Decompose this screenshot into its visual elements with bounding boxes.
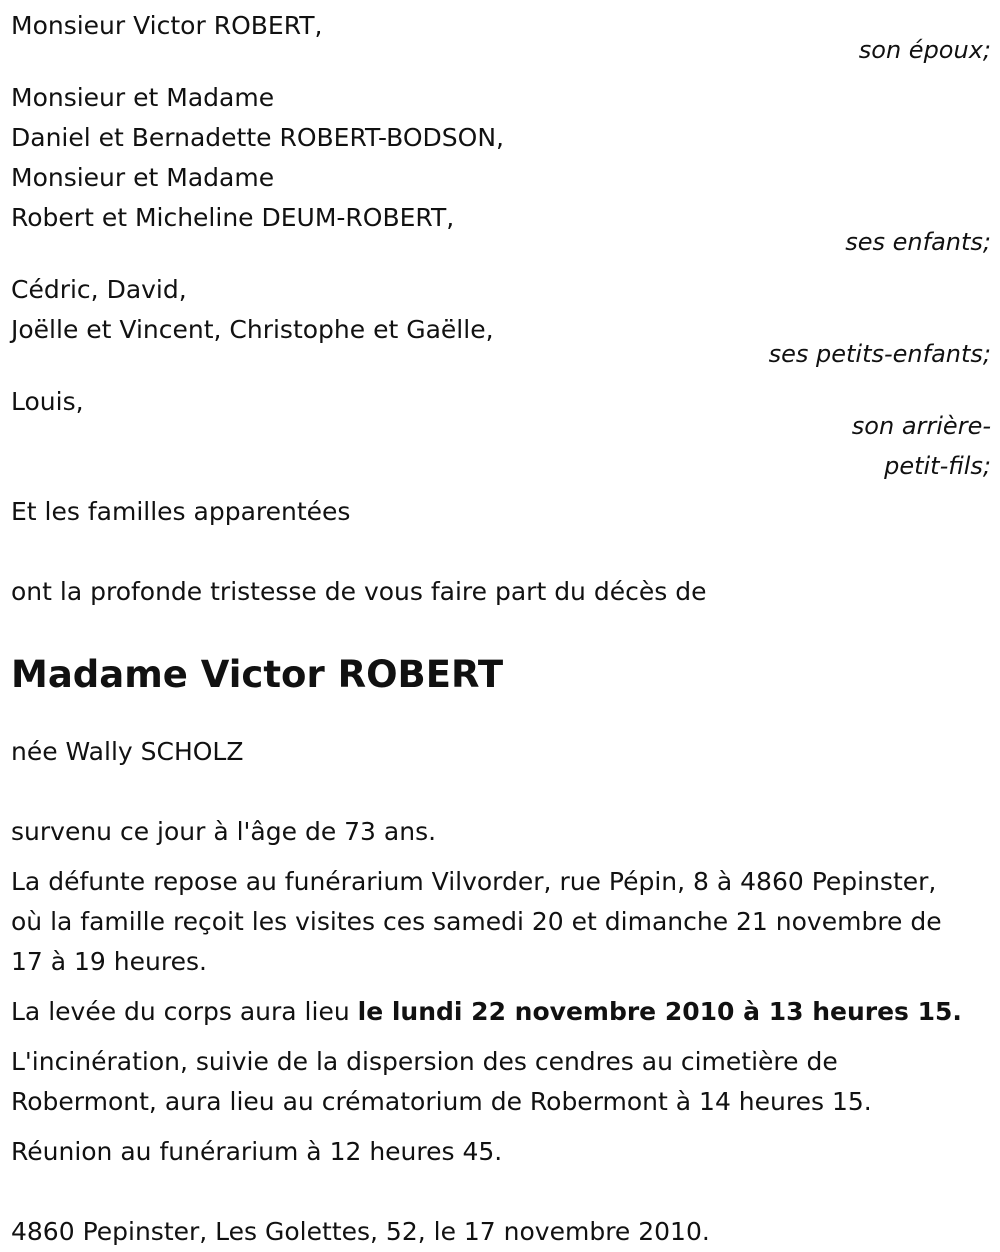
children-role: ses enfants; [845, 228, 991, 256]
grandchildren-line-2: Joëlle et Vincent, Christophe et Gaëlle, [11, 315, 494, 344]
children-line-1: Monsieur et Madame [11, 83, 275, 112]
greatgrandchild-role-line-1: son arrière- [851, 412, 991, 440]
children-line-3: Monsieur et Madame [11, 163, 275, 192]
grandchildren-role: ses petits-enfants; [768, 340, 991, 368]
husband-name: Monsieur Victor ROBERT, [11, 11, 323, 40]
address-date-line: 4860 Pepinster, Les Golettes, 52, le 17 novembre 2010. [11, 1217, 710, 1246]
reunion-line: Réunion au funérarium à 12 heures 45. [11, 1137, 503, 1166]
spacer [11, 374, 991, 382]
obituary-notice [11, 6, 991, 1252]
levee-prefix: La levée du corps aura lieu [11, 997, 358, 1026]
age-line: survenu ce jour à l'âge de 73 ans. [11, 817, 437, 846]
children-line-2: Daniel et Bernadette ROBERT-BODSON, [11, 123, 504, 152]
levee-date-time: le lundi 22 novembre 2010 à 13 heures 15. [357, 997, 962, 1026]
children-line-4: Robert et Micheline DEUM-ROBERT, [11, 203, 455, 232]
incineration-paragraph: L'incinération, suivie de la dispersion des cendres au cimetière de Robermont, aura lieu au crématorium de Robermont à 14 heures 15. [11, 1047, 872, 1116]
spacer [11, 262, 991, 270]
grandchildren-line-1: Cédric, David, [11, 275, 187, 304]
spacer [11, 70, 991, 78]
spacer [11, 772, 991, 804]
relatives-line: Et les familles apparentées [11, 497, 351, 526]
spacer [11, 532, 991, 572]
maiden-name: née Wally SCHOLZ [11, 737, 244, 766]
deceased-name: Madame Victor ROBERT [11, 653, 504, 696]
announcement-line: ont la profonde tristesse de vous faire part du décès de [11, 577, 707, 606]
greatgrandchild-role-line-2: petit-fils; [884, 452, 991, 480]
levee-paragraph [11, 992, 971, 1032]
husband-role: son époux; [858, 36, 991, 64]
rest-paragraph: La défunte repose au funérarium Vilvorder, rue Pépin, 8 à 4860 Pepinster, où la famille reçoit les visites ces samedi 20 et dimanche 21 novembre de 17 à 19 heures. [11, 867, 942, 976]
greatgrandchild-name: Louis, [11, 387, 84, 416]
